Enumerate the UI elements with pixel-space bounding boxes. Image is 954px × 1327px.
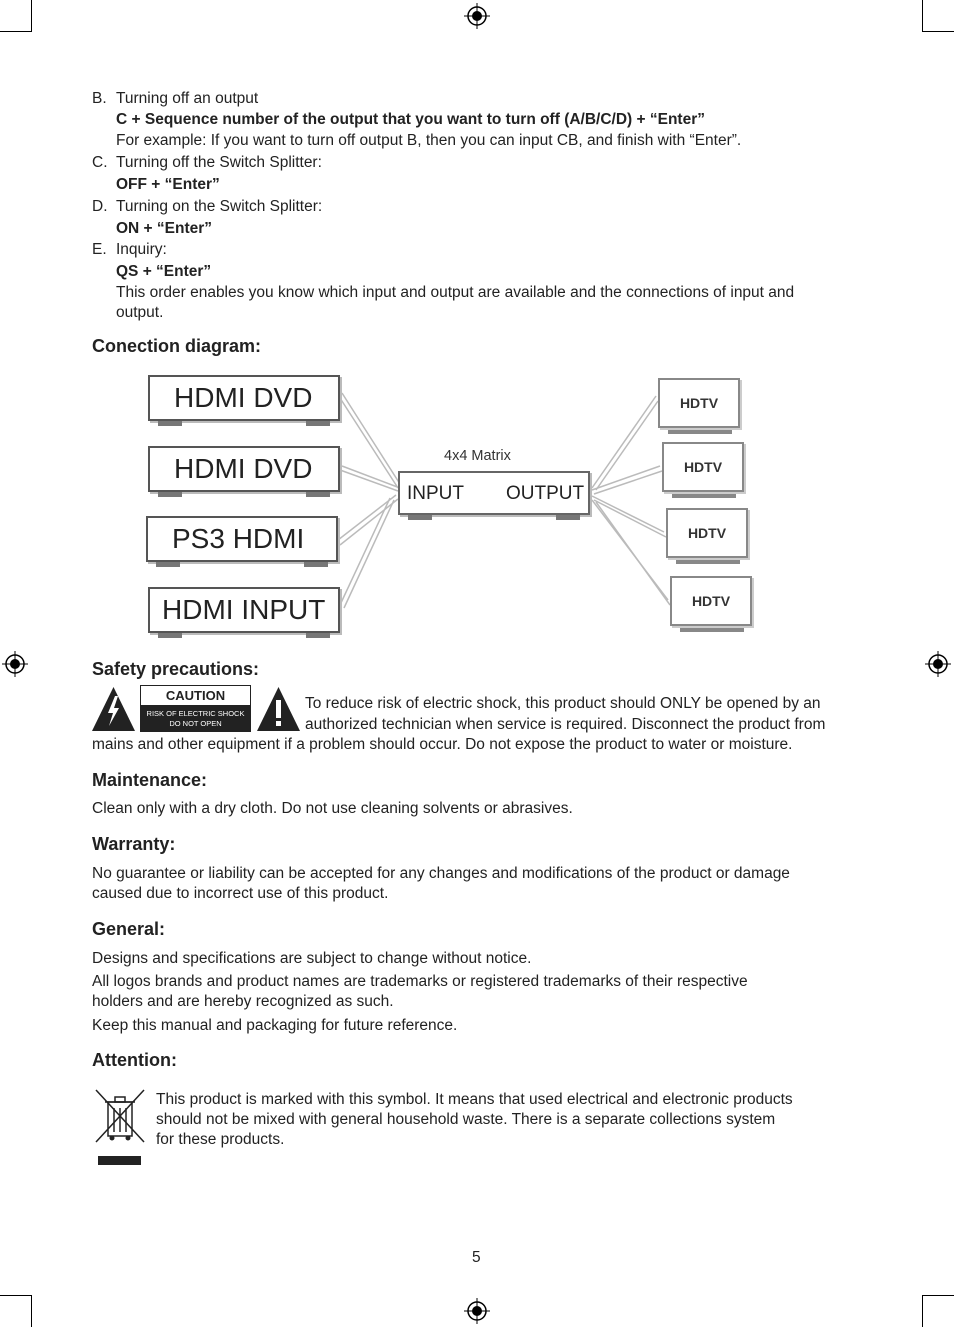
hdtv-display [670,576,752,626]
device-foot [158,421,182,426]
source-device [148,375,340,421]
item-title: Turning off an output [116,90,259,107]
general-text: Keep this manual and packaging for future reference. [92,1017,458,1034]
matrix-switch [398,471,590,515]
tv-stand [676,560,740,564]
safety-text: mains and other equipment if a problem should occur. Do not expose the product to water or moisture. [92,736,793,753]
exclamation-warning-icon [256,686,301,732]
general-text: Designs and specifications are subject to change without notice. [92,950,532,967]
hdtv-label: HDTV [691,593,731,609]
matrix-label: 4x4 Matrix [444,448,511,464]
item-letter: B. [92,90,107,107]
matrix-input-label: INPUT [407,483,464,504]
page-number: 5 [472,1249,481,1266]
item-command: ON + “Enter” [116,220,213,237]
warranty-text: caused due to incorrect use of this product. [92,885,389,902]
item-command: QS + “Enter” [116,263,212,280]
hdtv-label: HDTV [679,395,719,411]
device-foot [408,515,432,520]
attention-text: for these products. [156,1131,285,1148]
item-note: This order enables you know which input and output are available and the connections of input and [116,284,795,301]
general-text: holders and are hereby recognized as such. [92,993,394,1010]
matrix-output-label: OUTPUT [506,483,585,504]
caution-subtext [141,705,250,731]
attention-text: This product is marked with this symbol. It means that used electrical and electronic products [156,1091,793,1108]
device-foot [304,562,328,567]
section-heading: Warranty: [92,834,176,854]
attention-text: should not be mixed with general household waste. There is a separate collections system [156,1111,776,1128]
item-letter: C. [92,154,108,171]
crop-mark [922,1295,923,1327]
tv-stand [672,494,736,498]
section-heading: General: [92,919,166,939]
general-text: All logos brands and product names are trademarks or registered trademarks of their respective [92,973,748,990]
hdtv-label: HDTV [687,525,727,541]
registration-mark-icon [464,1298,490,1324]
source-device-label: PS3 HDMI [172,523,305,554]
device-foot [306,633,330,638]
tv-stand [668,430,732,434]
source-device-label: HDMI INPUT [162,594,326,625]
connection-lines [0,0,954,660]
section-heading: Attention: [92,1050,177,1070]
item-title: Turning off the Switch Splitter: [116,154,322,171]
caution-title: CAUTION [141,686,250,705]
device-foot [156,562,180,567]
caution-line: DO NOT OPEN [169,719,222,728]
maintenance-text: Clean only with a dry cloth. Do not use cleaning solvents or abrasives. [92,800,573,817]
lightning-warning-icon [91,686,136,732]
section-heading: Conection diagram: [92,336,262,356]
device-foot [158,492,182,497]
item-title: Inquiry: [116,241,167,258]
item-command: C + Sequence number of the output that you want to turn off (A/B/C/D) + “Enter” [116,111,705,128]
safety-text: To reduce risk of electric shock, this product should ONLY be opened by an [305,695,821,712]
tv-stand [680,628,744,632]
caution-label [140,685,251,732]
crop-mark [31,1295,32,1327]
section-heading: Safety precautions: [92,659,260,679]
section-heading: Maintenance: [92,770,208,790]
source-device-label: HDMI DVD [174,453,313,484]
item-title: Turning on the Switch Splitter: [116,198,323,215]
hdtv-display [662,442,744,492]
device-foot [306,421,330,426]
device-foot [158,633,182,638]
source-device [146,516,338,562]
hdtv-display [658,378,740,428]
safety-text: authorized technician when service is required. Disconnect the product from [305,716,826,733]
item-letter: D. [92,198,108,215]
device-foot [556,515,580,520]
caution-line: RISK OF ELECTRIC SHOCK [146,709,245,718]
crossed-bin-icon [94,1088,146,1168]
crop-mark [0,1295,32,1296]
hdtv-label: HDTV [683,459,723,475]
item-note: For example: If you want to turn off output B, then you can input CB, and finish with “Enter”. [116,132,742,149]
crop-mark [922,1295,954,1296]
item-command: OFF + “Enter” [116,176,220,193]
item-letter: E. [92,241,107,258]
hdtv-display [666,508,748,558]
source-device [148,587,340,633]
source-device [148,446,340,492]
warranty-text: No guarantee or liability can be accepted for any changes and modifications of the product or damage [92,865,790,882]
item-note: output. [116,304,164,321]
device-foot [306,492,330,497]
source-device-label: HDMI DVD [174,382,313,413]
